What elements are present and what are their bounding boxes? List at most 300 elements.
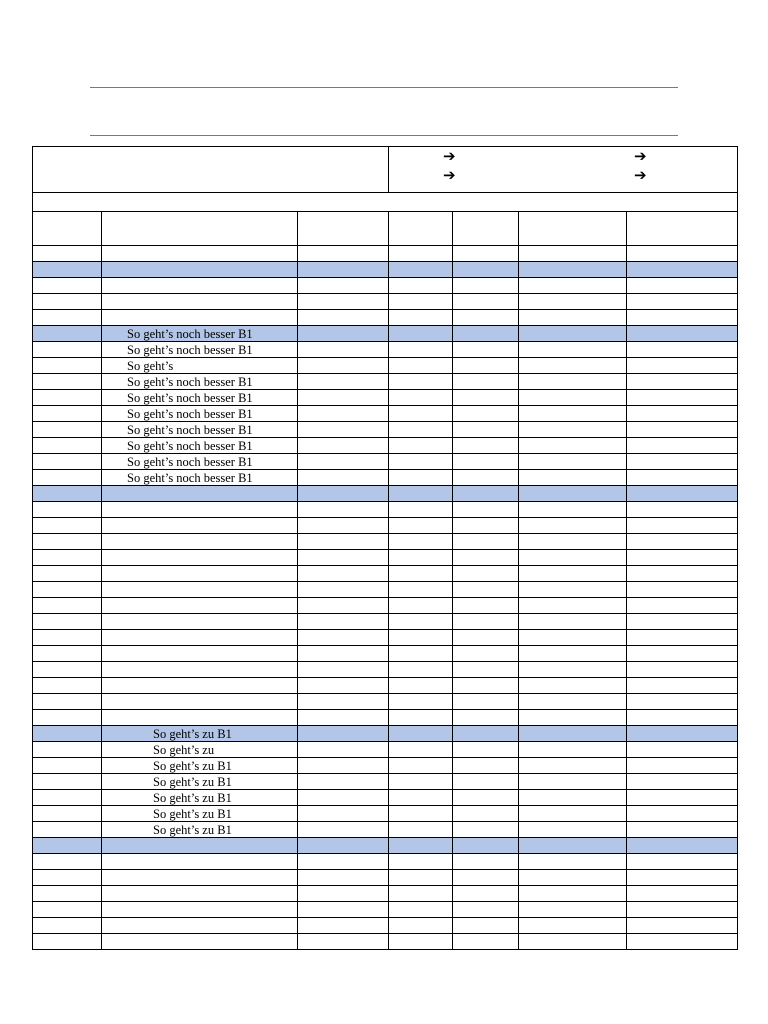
table-cell — [519, 502, 627, 518]
cell-text — [102, 279, 127, 293]
table-cell — [627, 870, 738, 886]
table-row — [33, 870, 738, 886]
table-row — [33, 438, 738, 454]
table-cell — [389, 454, 453, 470]
table-cell — [389, 518, 453, 534]
table-cell — [102, 262, 298, 278]
table-cell — [389, 438, 453, 454]
table-cell — [519, 406, 627, 422]
table-cell — [33, 598, 102, 614]
cell-text: So geht’s zu — [153, 742, 215, 757]
table-cell — [102, 550, 298, 566]
column-header — [453, 212, 519, 246]
table-cell — [519, 774, 627, 790]
table-cell — [33, 406, 102, 422]
table-cell — [453, 902, 519, 918]
table-cell — [453, 294, 519, 310]
table-cell — [33, 838, 102, 854]
cell-text: So geht’s zu B1 — [153, 758, 232, 773]
table-cell — [389, 646, 453, 662]
table-cell — [453, 262, 519, 278]
table-cell — [627, 886, 738, 902]
table-cell — [102, 630, 298, 646]
table-row — [33, 294, 738, 310]
table-cell — [102, 422, 298, 438]
table-cell — [627, 694, 738, 710]
table-cell — [33, 822, 102, 838]
table-cell — [627, 774, 738, 790]
table-cell — [33, 326, 102, 342]
right-arrow-icon: ➔ — [443, 166, 456, 184]
table-cell — [298, 582, 389, 598]
table-cell — [627, 726, 738, 742]
table-cell — [519, 278, 627, 294]
table-cell — [453, 486, 519, 502]
table-cell — [519, 838, 627, 854]
cell-text — [102, 855, 127, 869]
table-cell — [389, 326, 453, 342]
table-row — [33, 470, 738, 486]
table-cell — [298, 854, 389, 870]
table-cell — [453, 358, 519, 374]
table-cell — [298, 326, 389, 342]
table-row — [33, 566, 738, 582]
table-cell — [102, 742, 298, 758]
table-row — [33, 678, 738, 694]
table-cell — [519, 758, 627, 774]
table-row — [33, 310, 738, 326]
table-cell — [33, 534, 102, 550]
table-cell — [519, 614, 627, 630]
table-cell — [519, 358, 627, 374]
table-cell — [33, 246, 102, 262]
cell-text — [102, 919, 127, 933]
table-cell — [627, 646, 738, 662]
table-cell — [389, 758, 453, 774]
table-row — [33, 774, 738, 790]
table-cell — [519, 262, 627, 278]
table-cell — [627, 742, 738, 758]
table-cell — [33, 358, 102, 374]
table-cell — [389, 822, 453, 838]
table-cell — [627, 390, 738, 406]
table-cell — [298, 534, 389, 550]
table-cell — [389, 790, 453, 806]
table-cell — [453, 886, 519, 902]
table-cell — [33, 630, 102, 646]
table-cell — [453, 630, 519, 646]
table-cell — [298, 342, 389, 358]
table-cell — [298, 550, 389, 566]
table-cell — [33, 806, 102, 822]
table-cell — [453, 310, 519, 326]
table-cell — [102, 598, 298, 614]
table-row — [33, 278, 738, 294]
table-cell — [519, 870, 627, 886]
table-cell — [102, 470, 298, 486]
subtitle-cell — [33, 193, 738, 212]
table-cell — [627, 902, 738, 918]
table-cell — [33, 390, 102, 406]
table-cell — [102, 566, 298, 582]
table-cell — [102, 710, 298, 726]
table-cell — [102, 278, 298, 294]
table-cell — [453, 278, 519, 294]
table-cell — [627, 454, 738, 470]
table-cell — [298, 662, 389, 678]
cell-text: So geht’s zu B1 — [153, 806, 232, 821]
table-cell — [389, 662, 453, 678]
table-cell — [298, 774, 389, 790]
table-cell — [389, 374, 453, 390]
table-cell — [298, 870, 389, 886]
table-cell — [453, 374, 519, 390]
table-cell — [519, 438, 627, 454]
table-cell — [102, 870, 298, 886]
table-cell — [453, 838, 519, 854]
table-cell — [389, 422, 453, 438]
cell-text — [102, 839, 127, 853]
table-cell — [453, 678, 519, 694]
table-cell — [298, 278, 389, 294]
table-cell — [627, 758, 738, 774]
table-cell — [33, 662, 102, 678]
table-cell — [389, 502, 453, 518]
table-cell — [519, 374, 627, 390]
table-cell — [519, 246, 627, 262]
table-cell — [102, 678, 298, 694]
table-cell — [453, 342, 519, 358]
table-cell — [519, 806, 627, 822]
cell-text: So geht’s noch besser B1 — [127, 438, 253, 453]
table-cell — [389, 534, 453, 550]
table-cell — [627, 358, 738, 374]
table-cell — [519, 886, 627, 902]
table-cell — [519, 854, 627, 870]
cell-text — [102, 311, 127, 325]
table-cell — [33, 470, 102, 486]
table-cell — [627, 502, 738, 518]
table-cell — [102, 390, 298, 406]
table-cell — [389, 918, 453, 934]
table-cell — [33, 726, 102, 742]
table-cell — [627, 630, 738, 646]
table-cell — [389, 710, 453, 726]
table-cell — [298, 454, 389, 470]
table-cell — [627, 598, 738, 614]
table-cell — [453, 246, 519, 262]
column-header — [389, 212, 453, 246]
table-cell — [102, 758, 298, 774]
table-cell — [389, 726, 453, 742]
section-row — [33, 486, 738, 502]
cell-text — [102, 935, 127, 949]
column-header — [298, 212, 389, 246]
table-cell — [102, 358, 298, 374]
cell-text — [102, 887, 127, 901]
table-cell — [102, 806, 298, 822]
table-cell — [33, 918, 102, 934]
cell-text: So geht’s noch besser B1 — [127, 326, 253, 341]
table-cell — [453, 518, 519, 534]
table-cell — [519, 422, 627, 438]
table-cell — [453, 854, 519, 870]
table-cell — [389, 486, 453, 502]
table-cell — [519, 566, 627, 582]
table-row — [33, 646, 738, 662]
cell-text: So geht’s noch besser B1 — [127, 470, 253, 485]
table-cell — [627, 918, 738, 934]
table-cell — [453, 822, 519, 838]
table-cell — [627, 710, 738, 726]
cell-text — [102, 695, 127, 709]
table-cell — [519, 934, 627, 950]
table-cell — [453, 694, 519, 710]
arrow-cell — [389, 147, 738, 193]
table-cell — [627, 326, 738, 342]
table-cell — [102, 774, 298, 790]
table-cell — [33, 262, 102, 278]
table-cell — [102, 902, 298, 918]
table-cell — [102, 662, 298, 678]
table-cell — [627, 374, 738, 390]
cell-text — [102, 247, 127, 261]
table-row — [33, 550, 738, 566]
table-cell — [298, 886, 389, 902]
table-cell — [389, 566, 453, 582]
table-cell — [33, 886, 102, 902]
table-cell — [298, 486, 389, 502]
column-header — [519, 212, 627, 246]
table-row — [33, 534, 738, 550]
table-cell — [627, 822, 738, 838]
table-cell — [102, 582, 298, 598]
table-cell — [453, 646, 519, 662]
section-row — [33, 726, 738, 742]
table-cell — [519, 310, 627, 326]
right-arrow-icon: ➔ — [443, 147, 456, 165]
cell-text — [102, 519, 127, 533]
table-row — [33, 390, 738, 406]
course-table — [32, 146, 738, 950]
cell-text: So geht’s zu B1 — [153, 822, 232, 837]
table-row — [33, 582, 738, 598]
table-cell — [298, 390, 389, 406]
table-cell — [453, 726, 519, 742]
cell-text: So geht’s noch besser B1 — [127, 454, 253, 469]
table-cell — [389, 630, 453, 646]
table-cell — [627, 854, 738, 870]
table-cell — [102, 934, 298, 950]
title-cell — [33, 147, 389, 193]
table-cell — [102, 294, 298, 310]
table-cell — [453, 742, 519, 758]
table-cell — [519, 326, 627, 342]
table-cell — [389, 886, 453, 902]
table-cell — [389, 806, 453, 822]
table-row — [33, 422, 738, 438]
table-cell — [519, 550, 627, 566]
table-cell — [298, 694, 389, 710]
table-cell — [298, 646, 389, 662]
table-cell — [33, 758, 102, 774]
cell-text — [102, 615, 127, 629]
cell-text — [102, 903, 127, 917]
table-cell — [453, 934, 519, 950]
table-row — [33, 790, 738, 806]
table-cell — [389, 838, 453, 854]
table-cell — [298, 838, 389, 854]
cell-text — [102, 711, 127, 725]
table-cell — [389, 678, 453, 694]
table-row — [33, 854, 738, 870]
table-cell — [453, 422, 519, 438]
table-cell — [102, 326, 298, 342]
table-cell — [33, 614, 102, 630]
table-cell — [33, 502, 102, 518]
table-row — [33, 918, 738, 934]
table-cell — [453, 454, 519, 470]
cell-text: So geht’s noch besser B1 — [127, 374, 253, 389]
table-cell — [519, 822, 627, 838]
table-cell — [33, 550, 102, 566]
section-row — [33, 838, 738, 854]
table-cell — [298, 294, 389, 310]
table-cell — [627, 806, 738, 822]
table-cell — [453, 470, 519, 486]
table-cell — [519, 294, 627, 310]
table-cell — [298, 726, 389, 742]
table-cell — [627, 310, 738, 326]
table-row — [33, 454, 738, 470]
cell-text — [102, 663, 127, 677]
table-cell — [33, 934, 102, 950]
cell-text: So geht’s zu B1 — [153, 790, 232, 805]
cell-text: So geht’s — [127, 358, 174, 373]
table-cell — [298, 262, 389, 278]
table-cell — [627, 534, 738, 550]
table-cell — [33, 310, 102, 326]
table-cell — [389, 614, 453, 630]
cell-text — [102, 647, 127, 661]
table-row — [33, 630, 738, 646]
table-cell — [102, 646, 298, 662]
table-cell — [453, 774, 519, 790]
column-header-row — [33, 212, 738, 246]
table-row — [33, 374, 738, 390]
table-cell — [519, 534, 627, 550]
table-cell — [627, 614, 738, 630]
table-cell — [519, 630, 627, 646]
table-cell — [102, 886, 298, 902]
table-cell — [102, 534, 298, 550]
table-cell — [519, 646, 627, 662]
table-cell — [453, 326, 519, 342]
table-cell — [519, 726, 627, 742]
table-cell — [389, 310, 453, 326]
table-cell — [389, 854, 453, 870]
cell-text — [102, 551, 127, 565]
table-cell — [102, 694, 298, 710]
table-cell — [627, 406, 738, 422]
table-cell — [519, 902, 627, 918]
table-cell — [102, 438, 298, 454]
table-cell — [627, 262, 738, 278]
table-cell — [519, 742, 627, 758]
table-cell — [33, 582, 102, 598]
table-cell — [33, 710, 102, 726]
table-cell — [519, 582, 627, 598]
table-cell — [453, 918, 519, 934]
table-cell — [102, 246, 298, 262]
table-cell — [453, 614, 519, 630]
table-cell — [453, 710, 519, 726]
table-cell — [389, 742, 453, 758]
table-cell — [298, 502, 389, 518]
cell-text — [102, 599, 127, 613]
table-cell — [519, 470, 627, 486]
table-cell — [33, 278, 102, 294]
table-cell — [453, 566, 519, 582]
column-header — [627, 212, 738, 246]
table-cell — [453, 598, 519, 614]
table-row — [33, 822, 738, 838]
table-cell — [33, 486, 102, 502]
table-cell — [102, 918, 298, 934]
table-cell — [298, 598, 389, 614]
table-cell — [453, 758, 519, 774]
table-cell — [33, 422, 102, 438]
table-cell — [519, 518, 627, 534]
table-cell — [102, 614, 298, 630]
table-cell — [389, 934, 453, 950]
section-row — [33, 326, 738, 342]
table-cell — [33, 870, 102, 886]
table-cell — [102, 822, 298, 838]
table-cell — [389, 342, 453, 358]
table-cell — [453, 870, 519, 886]
table-cell — [519, 694, 627, 710]
table-row — [33, 342, 738, 358]
table-cell — [102, 790, 298, 806]
table-cell — [389, 294, 453, 310]
table-cell — [102, 486, 298, 502]
table-cell — [298, 374, 389, 390]
table-row — [33, 502, 738, 518]
table-cell — [298, 758, 389, 774]
table-cell — [519, 678, 627, 694]
table-cell — [102, 310, 298, 326]
table-cell — [389, 550, 453, 566]
cell-text: So geht’s zu B1 — [153, 726, 232, 741]
table-cell — [453, 582, 519, 598]
table-cell — [389, 390, 453, 406]
table-cell — [102, 374, 298, 390]
table-row — [33, 694, 738, 710]
table-cell — [298, 678, 389, 694]
cell-text — [102, 583, 127, 597]
table-cell — [519, 790, 627, 806]
table-cell — [627, 934, 738, 950]
table-cell — [33, 374, 102, 390]
table-cell — [389, 278, 453, 294]
table-cell — [298, 566, 389, 582]
cell-text — [102, 503, 127, 517]
table-cell — [298, 518, 389, 534]
table-cell — [298, 438, 389, 454]
table-cell — [389, 262, 453, 278]
subtitle-row — [33, 193, 738, 212]
